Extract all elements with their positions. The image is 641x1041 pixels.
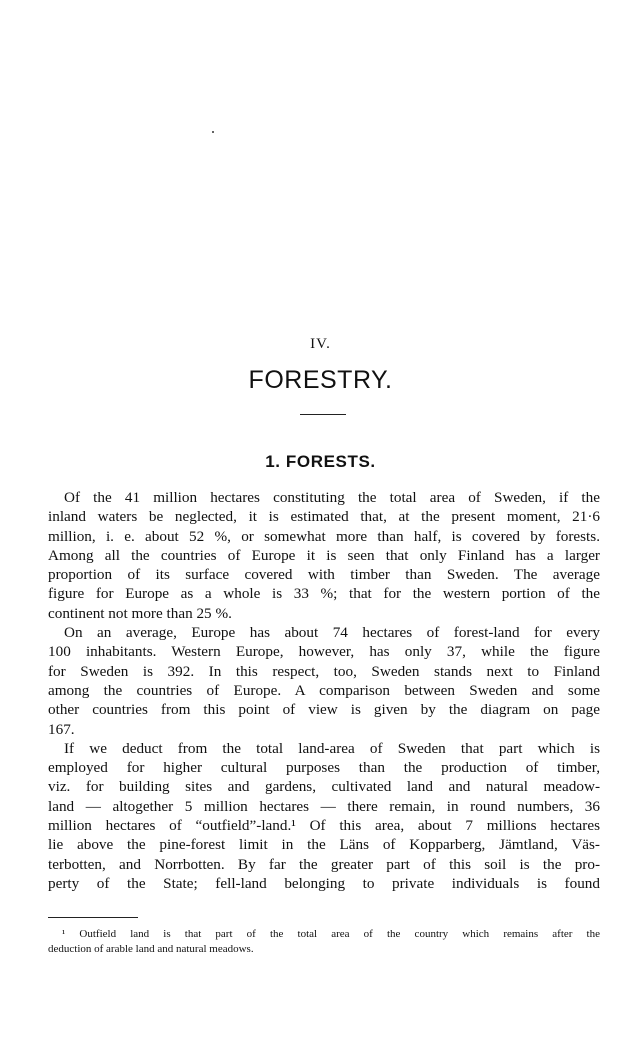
text-line: land — altogether 5 million hectares — there remain, in round numbers, 36 <box>48 797 600 815</box>
body-text <box>48 488 600 893</box>
text-line: Among all the countries of Europe it is seen that only Finland has a larger <box>48 546 600 564</box>
text-line: continent not more than 25 %. <box>48 604 232 622</box>
text-line: Of the 41 million hectares constituting the total area of Sweden, if the <box>64 489 600 506</box>
text-line: On an average, Europe has about 74 hectares of forest-land for every <box>64 624 600 642</box>
chapter-number: IV. <box>310 336 331 352</box>
page-speck <box>212 131 214 133</box>
footnote-line: ¹ Outfield land is that part of the total area of the country which remains after the <box>62 928 600 940</box>
text-line: viz. for building sites and gardens, cultivated land and natural meadow- <box>48 778 600 796</box>
text-line: proportion of its surface covered with timber than Sweden. The average <box>48 566 600 584</box>
chapter-title: FORESTRY. <box>248 366 393 394</box>
text-line: million hectares of “outfield”-land.¹ Of this area, about 7 millions hectares <box>48 817 600 835</box>
paragraph-2 <box>48 623 600 739</box>
text-line: perty of the State; fell-land belonging to private individuals is found <box>48 874 600 892</box>
text-line: for Sweden is 392. In this respect, too, Sweden stands next to Finland <box>48 662 600 680</box>
text-line: If we deduct from the total land-area of Sweden that part which is <box>64 739 600 757</box>
footnote-line: deduction of arable land and natural meadows. <box>48 942 254 955</box>
text-line: other countries from this point of view is given by the diagram on page <box>48 701 600 719</box>
text-line: million, i. e. about 52 %, or somewhat more than half, is covered by forests. <box>48 527 600 545</box>
footnote-divider <box>48 917 138 918</box>
text-line: among the countries of Europe. A comparison between Sweden and some <box>48 681 600 699</box>
text-line: terbotten, and Norrbotten. By far the greater part of this soil is the pro- <box>48 855 600 873</box>
text-line: inland waters be neglected, it is estimated that, at the present moment, 21·6 <box>48 508 600 526</box>
text-line: figure for Europe as a whole is 33 %; that for the western portion of the <box>48 585 600 603</box>
text-line: 100 inhabitants. Western Europe, however, has only 37, while the figure <box>48 643 600 661</box>
section-title: 1. FORESTS. <box>265 452 376 471</box>
title-divider <box>300 414 346 415</box>
paragraph-3 <box>48 739 600 893</box>
footnote <box>48 927 600 956</box>
paragraph-1 <box>48 488 600 623</box>
text-line: lie above the pine-forest limit in the Läns of Kopparberg, Jämtland, Väs- <box>48 836 600 854</box>
text-line: employed for higher cultural purposes than the production of timber, <box>48 759 600 777</box>
text-line: 167. <box>48 720 75 738</box>
